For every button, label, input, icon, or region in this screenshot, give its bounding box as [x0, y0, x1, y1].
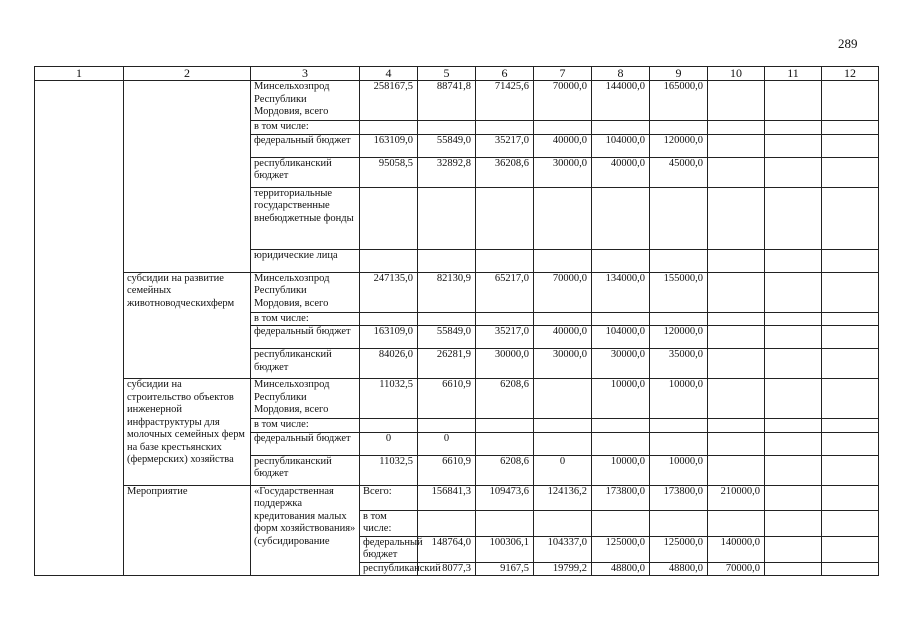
empty-cell	[765, 326, 822, 349]
value-cell	[534, 187, 592, 249]
value-cell: 55849,0	[418, 326, 476, 349]
value-cell: 210000,0	[708, 485, 765, 510]
value-cell: 71425,6	[476, 81, 534, 121]
value-cell: 0	[534, 455, 592, 485]
empty-cell	[822, 536, 879, 562]
table-row	[35, 379, 879, 419]
empty-cell	[708, 121, 765, 135]
empty-cell	[765, 419, 822, 433]
header-cell: 8	[592, 67, 650, 81]
value-cell: 70000,0	[708, 562, 765, 576]
value-cell: 104337,0	[534, 536, 592, 562]
value-cell: 11032,5	[360, 455, 418, 485]
empty-cell	[822, 326, 879, 349]
empty-cell	[765, 510, 822, 536]
value-cell	[534, 249, 592, 272]
funding-source-cell: Минсельхозпрод Республики Мордовия, всего	[251, 379, 360, 419]
value-cell: 155000,0	[650, 272, 708, 312]
value-cell: 40000,0	[534, 326, 592, 349]
value-cell: 140000,0	[708, 536, 765, 562]
header-cell: 1	[35, 67, 124, 81]
value-cell	[360, 187, 418, 249]
funding-source-cell: Минсельхозпрод Республики Мордовия, всего	[251, 81, 360, 121]
empty-cell	[822, 187, 879, 249]
empty-cell	[822, 432, 879, 455]
value-cell	[418, 419, 476, 433]
page-number: 289	[838, 36, 858, 51]
empty-cell	[822, 349, 879, 379]
value-cell	[650, 510, 708, 536]
value-cell: 35217,0	[476, 134, 534, 157]
value-cell	[360, 312, 418, 326]
value-cell: 163109,0	[360, 326, 418, 349]
empty-cell	[765, 485, 822, 510]
empty-cell	[708, 134, 765, 157]
table-row	[35, 272, 879, 312]
value-cell: 40000,0	[592, 157, 650, 187]
value-cell: 125000,0	[650, 536, 708, 562]
value-cell	[592, 312, 650, 326]
value-cell: 120000,0	[650, 134, 708, 157]
value-cell	[418, 121, 476, 135]
value-cell	[534, 432, 592, 455]
header-cell: 10	[708, 67, 765, 81]
value-cell	[650, 249, 708, 272]
value-cell	[592, 432, 650, 455]
value-cell: 9167,5	[476, 562, 534, 576]
funding-source-cell: территориальные государственные внебюджетные фонды	[251, 187, 360, 249]
value-cell: 124136,2	[534, 485, 592, 510]
value-cell: 109473,6	[476, 485, 534, 510]
empty-cell	[765, 272, 822, 312]
table-row	[35, 485, 879, 510]
value-cell	[650, 121, 708, 135]
value-cell	[476, 249, 534, 272]
funding-source-cell: в том числе:	[251, 419, 360, 433]
value-cell	[418, 187, 476, 249]
value-cell: 10000,0	[650, 379, 708, 419]
header-cell: 3	[251, 67, 360, 81]
measure-type-cell: Мероприятие	[124, 485, 251, 576]
empty-cell	[822, 379, 879, 419]
empty-cell	[708, 272, 765, 312]
empty-cell	[822, 562, 879, 576]
value-cell	[476, 187, 534, 249]
value-cell: 6208,6	[476, 455, 534, 485]
value-cell	[650, 187, 708, 249]
header-row	[35, 67, 879, 81]
header-cell: 11	[765, 67, 822, 81]
empty-cell	[765, 432, 822, 455]
funding-source-cell: республиканский бюджет	[251, 349, 360, 379]
header-cell: 12	[822, 67, 879, 81]
value-cell: 148764,0	[418, 536, 476, 562]
funding-source-cell: республиканский бюджет	[251, 157, 360, 187]
value-cell: 35000,0	[650, 349, 708, 379]
funding-source-cell: Всего:	[360, 485, 418, 510]
empty-cell	[708, 249, 765, 272]
empty-cell	[765, 349, 822, 379]
funding-source-cell: федеральный бюджет	[251, 432, 360, 455]
value-cell: 35217,0	[476, 326, 534, 349]
value-cell: 120000,0	[650, 326, 708, 349]
value-cell: 10000,0	[592, 455, 650, 485]
value-cell	[534, 121, 592, 135]
value-cell: 125000,0	[592, 536, 650, 562]
value-cell	[534, 379, 592, 419]
empty-cell	[765, 121, 822, 135]
value-cell: 104000,0	[592, 134, 650, 157]
header-cell: 5	[418, 67, 476, 81]
value-cell: 26281,9	[418, 349, 476, 379]
funding-source-cell: республиканский	[360, 562, 418, 576]
empty-cell	[765, 536, 822, 562]
value-cell: 6610,9	[418, 379, 476, 419]
funding-source-cell: в том числе:	[360, 510, 418, 536]
value-cell: 100306,1	[476, 536, 534, 562]
value-cell: 65217,0	[476, 272, 534, 312]
value-cell: 6610,9	[418, 455, 476, 485]
empty-cell	[765, 157, 822, 187]
value-cell	[418, 312, 476, 326]
value-cell: 82130,9	[418, 272, 476, 312]
value-cell: 104000,0	[592, 326, 650, 349]
item-name-cell: «Государственная поддержка кредитования малых форм хозяйствования» (субсидирование	[251, 485, 360, 576]
value-cell: 70000,0	[534, 81, 592, 121]
header-cell: 7	[534, 67, 592, 81]
item-name-cell	[124, 81, 251, 273]
value-cell: 0	[418, 432, 476, 455]
empty-cell	[708, 432, 765, 455]
table-row	[35, 81, 879, 121]
empty-cell	[708, 157, 765, 187]
value-cell	[650, 432, 708, 455]
value-cell: 10000,0	[650, 455, 708, 485]
empty-cell	[765, 249, 822, 272]
empty-cell	[765, 455, 822, 485]
value-cell: 45000,0	[650, 157, 708, 187]
value-cell: 144000,0	[592, 81, 650, 121]
value-cell	[476, 121, 534, 135]
funding-source-cell: в том числе:	[251, 121, 360, 135]
funding-source-cell: федеральный бюджет	[251, 326, 360, 349]
value-cell: 30000,0	[534, 349, 592, 379]
empty-cell	[708, 312, 765, 326]
empty-cell	[708, 349, 765, 379]
value-cell	[476, 419, 534, 433]
value-cell	[418, 510, 476, 536]
funding-source-cell: федеральный бюджет	[251, 134, 360, 157]
value-cell	[534, 419, 592, 433]
value-cell: 258167,5	[360, 81, 418, 121]
value-cell: 88741,8	[418, 81, 476, 121]
empty-cell	[822, 157, 879, 187]
value-cell	[534, 510, 592, 536]
empty-cell	[822, 510, 879, 536]
empty-cell	[765, 312, 822, 326]
item-name-cell: субсидии на строительство объектов инженерной инфраструктуры для молочных семейных ферм на базе крестьянских (фермерских) хозяйства	[124, 379, 251, 486]
empty-cell	[822, 272, 879, 312]
empty-cell	[822, 121, 879, 135]
empty-cell	[822, 312, 879, 326]
empty-cell	[708, 187, 765, 249]
empty-cell	[708, 419, 765, 433]
header-cell: 9	[650, 67, 708, 81]
empty-cell	[765, 81, 822, 121]
value-cell: 48800,0	[592, 562, 650, 576]
value-cell	[650, 312, 708, 326]
value-cell: 30000,0	[534, 157, 592, 187]
value-cell	[360, 249, 418, 272]
empty-cell	[765, 379, 822, 419]
value-cell: 173800,0	[592, 485, 650, 510]
empty-cell	[822, 419, 879, 433]
empty-cell	[822, 134, 879, 157]
value-cell: 55849,0	[418, 134, 476, 157]
value-cell	[418, 249, 476, 272]
empty-cell	[765, 134, 822, 157]
value-cell: 95058,5	[360, 157, 418, 187]
header-cell: 4	[360, 67, 418, 81]
value-cell: 173800,0	[650, 485, 708, 510]
value-cell	[476, 432, 534, 455]
empty-cell	[708, 455, 765, 485]
value-cell	[592, 419, 650, 433]
empty-cell	[708, 81, 765, 121]
value-cell	[592, 121, 650, 135]
value-cell: 40000,0	[534, 134, 592, 157]
value-cell: 134000,0	[592, 272, 650, 312]
funding-source-cell: юридические лица	[251, 249, 360, 272]
header-cell: 2	[124, 67, 251, 81]
value-cell	[360, 121, 418, 135]
value-cell: 10000,0	[592, 379, 650, 419]
empty-cell	[708, 326, 765, 349]
value-cell	[592, 187, 650, 249]
value-cell: 247135,0	[360, 272, 418, 312]
value-cell: 11032,5	[360, 379, 418, 419]
empty-cell	[822, 455, 879, 485]
value-cell	[534, 312, 592, 326]
value-cell: 0	[360, 432, 418, 455]
value-cell: 6208,6	[476, 379, 534, 419]
value-cell: 70000,0	[534, 272, 592, 312]
funding-source-cell: федеральный бюджет	[360, 536, 418, 562]
value-cell	[592, 510, 650, 536]
value-cell	[650, 419, 708, 433]
funding-source-cell: республиканский бюджет	[251, 455, 360, 485]
empty-cell	[765, 187, 822, 249]
value-cell: 165000,0	[650, 81, 708, 121]
empty-cell	[822, 485, 879, 510]
empty-cell	[822, 81, 879, 121]
value-cell: 156841,3	[418, 485, 476, 510]
value-cell	[708, 510, 765, 536]
header-cell: 6	[476, 67, 534, 81]
funding-source-cell: Минсельхозпрод Республики Мордовия, всего	[251, 272, 360, 312]
value-cell: 30000,0	[592, 349, 650, 379]
value-cell	[592, 249, 650, 272]
value-cell: 48800,0	[650, 562, 708, 576]
value-cell: 36208,6	[476, 157, 534, 187]
value-cell: 163109,0	[360, 134, 418, 157]
value-cell: 19799,2	[534, 562, 592, 576]
empty-cell	[765, 562, 822, 576]
value-cell: 30000,0	[476, 349, 534, 379]
funding-source-cell: в том числе:	[251, 312, 360, 326]
value-cell: 8077,3	[418, 562, 476, 576]
value-cell	[476, 312, 534, 326]
budget-table	[34, 66, 879, 576]
value-cell	[360, 419, 418, 433]
item-name-cell: субсидии на развитие семейных животноводческихферм	[124, 272, 251, 379]
empty-cell	[822, 249, 879, 272]
value-cell: 84026,0	[360, 349, 418, 379]
value-cell: 32892,8	[418, 157, 476, 187]
value-cell	[476, 510, 534, 536]
empty-cell	[708, 379, 765, 419]
measure-type-cell	[35, 81, 124, 576]
